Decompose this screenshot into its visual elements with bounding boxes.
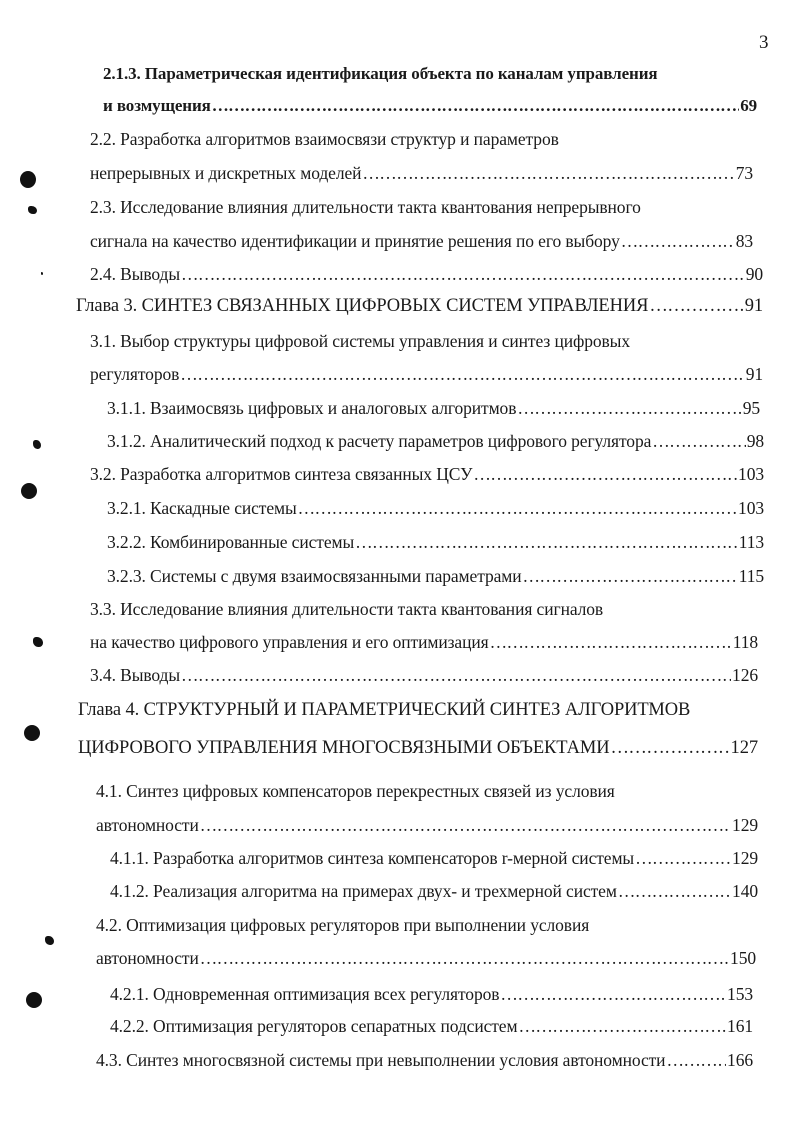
entry-title: 4.2. Оптимизация цифровых регуляторов при выполнении условия	[96, 915, 590, 935]
toc-line	[90, 194, 641, 220]
leader-dots	[618, 878, 731, 904]
entry-title: автономности	[96, 948, 199, 968]
leader-dots	[518, 1013, 726, 1039]
toc-line	[107, 395, 760, 421]
entry-page: 103	[738, 464, 764, 484]
toc-line	[90, 261, 763, 287]
entry-page: 83	[735, 231, 753, 251]
entry-title: 4.1. Синтез цифровых компенсаторов перекрестных связей из условия	[96, 781, 615, 801]
scan-speck-mark	[28, 206, 37, 214]
entry-title: 4.3. Синтез многосвязной системы при невыполнении условия автономности	[96, 1050, 666, 1070]
entry-title: 2.2. Разработка алгоритмов взаимосвязи структур и параметров	[90, 129, 559, 149]
leader-dots	[200, 812, 731, 838]
leader-dots	[621, 228, 735, 254]
entry-page: 113	[738, 532, 764, 552]
entry-title: 2.3. Исследование влияния длительности такта квантования непрерывного	[90, 197, 641, 217]
entry-title: и возмущения	[103, 96, 211, 115]
toc-line	[107, 529, 764, 555]
scan-speck-mark	[33, 637, 43, 647]
toc-line	[96, 812, 758, 838]
entry-page: 98	[746, 431, 764, 451]
leader-dots	[610, 735, 729, 761]
page-number: 3	[759, 32, 769, 53]
leader-dots	[180, 361, 744, 387]
entry-title: 3.2.3. Системы с двумя взаимосвязанными параметрами	[107, 566, 522, 586]
leader-dots	[355, 529, 738, 555]
toc-line	[96, 1047, 753, 1073]
toc-line	[90, 126, 559, 152]
entry-title: 4.2.1. Одновременная оптимизация всех регуляторов	[110, 984, 500, 1004]
entry-title: 4.1.2. Реализация алгоритма на примерах двух- и трехмерной систем	[110, 881, 617, 901]
leader-dots	[181, 261, 745, 287]
toc-line	[96, 912, 589, 938]
entry-page: 140	[732, 881, 758, 901]
entry-page: 166	[727, 1050, 753, 1070]
entry-page: 90	[745, 264, 763, 284]
leader-dots	[490, 629, 732, 655]
leader-dots	[200, 945, 729, 971]
entry-title: 4.2.2. Оптимизация регуляторов сепаратных подсистем	[110, 1016, 518, 1036]
leader-dots	[500, 981, 726, 1007]
entry-title: регуляторов	[90, 364, 180, 384]
entry-page: 91	[744, 296, 763, 316]
entry-title: 3.2.2. Комбинированные системы	[107, 532, 355, 552]
entry-page: 129	[732, 848, 758, 868]
entry-title: 3.1.2. Аналитический подход к расчету параметров цифрового регулятора	[107, 431, 652, 451]
leader-dots	[212, 93, 739, 119]
entry-page: 91	[745, 364, 763, 384]
entry-page: 103	[738, 498, 764, 518]
toc-line	[107, 563, 764, 589]
leader-dots	[362, 160, 734, 186]
toc-line	[107, 428, 764, 454]
toc-line	[90, 629, 758, 655]
entry-page: 153	[727, 984, 753, 1004]
entry-title: на качество цифрового управления и его оптимизация	[90, 632, 489, 652]
toc-line	[110, 981, 753, 1007]
toc-line	[90, 361, 763, 387]
leader-dots	[652, 428, 745, 454]
toc-line	[110, 878, 758, 904]
toc-line	[90, 328, 630, 354]
punch-hole-mark	[24, 725, 40, 741]
entry-title: 3.1. Выбор структуры цифровой системы управления и синтез цифровых	[90, 331, 630, 351]
entry-page: 115	[738, 566, 764, 586]
toc-line	[110, 845, 758, 871]
entry-title: Глава 4. СТРУКТУРНЫЙ И ПАРАМЕТРИЧЕСКИЙ СИНТЕЗ АЛГОРИТМОВ	[78, 700, 691, 720]
entry-page: 161	[727, 1016, 753, 1036]
entry-page: 69	[740, 96, 757, 115]
scan-speck-mark	[33, 440, 41, 449]
toc-line	[90, 596, 603, 622]
toc-line	[96, 778, 615, 804]
entry-title: ЦИФРОВОГО УПРАВЛЕНИЯ МНОГОСВЯЗНЫМИ ОБЪЕКТАМИ	[78, 738, 610, 758]
toc-line	[96, 945, 756, 971]
toc-line	[78, 735, 758, 761]
entry-title: 3.3. Исследование влияния длительности такта квантования сигналов	[90, 599, 604, 619]
entry-page: 129	[732, 815, 758, 835]
entry-title: Глава 3. СИНТЕЗ СВЯЗАННЫХ ЦИФРОВЫХ СИСТЕМ УПРАВЛЕНИЯ	[76, 296, 649, 316]
entry-title: 3.4. Выводы	[90, 665, 181, 685]
leader-dots	[523, 563, 738, 589]
toc-line	[110, 1013, 753, 1039]
leader-dots	[666, 1047, 726, 1073]
toc-line	[76, 293, 763, 319]
toc-line	[103, 61, 658, 87]
leader-dots	[635, 845, 731, 871]
entry-title: автономности	[96, 815, 199, 835]
entry-title: 2.1.3. Параметрическая идентификация объекта по каналам управления	[103, 64, 658, 83]
scan-speck-mark	[45, 936, 54, 945]
leader-dots	[649, 293, 743, 319]
toc-line	[103, 93, 757, 119]
scan-speck-mark	[41, 272, 43, 275]
entry-title: 3.2. Разработка алгоритмов синтеза связанных ЦСУ	[90, 464, 473, 484]
entry-title: сигнала на качество идентификации и принятие решения по его выбору	[90, 231, 620, 251]
entry-title: 4.1.1. Разработка алгоритмов синтеза компенсаторов r-мерной системы	[110, 848, 635, 868]
entry-page: 150	[730, 948, 756, 968]
leader-dots	[298, 495, 737, 521]
toc-line	[90, 662, 758, 688]
entry-title: 3.1.1. Взаимосвязь цифровых и аналоговых алгоритмов	[107, 398, 517, 418]
toc-line	[78, 697, 690, 723]
toc-line	[90, 160, 753, 186]
toc-line	[107, 495, 764, 521]
leader-dots	[181, 662, 731, 688]
toc-line	[90, 461, 764, 487]
entry-page: 118	[732, 632, 758, 652]
entry-title: 2.4. Выводы	[90, 264, 181, 284]
punch-hole-mark	[26, 992, 42, 1008]
punch-hole-mark	[20, 171, 36, 188]
punch-hole-mark	[21, 483, 37, 499]
entry-page: 127	[730, 738, 758, 758]
entry-page: 73	[735, 163, 753, 183]
toc-line	[90, 228, 753, 254]
entry-page: 126	[732, 665, 758, 685]
leader-dots	[517, 395, 741, 421]
entry-page: 95	[742, 398, 760, 418]
leader-dots	[473, 461, 737, 487]
entry-title: 3.2.1. Каскадные системы	[107, 498, 297, 518]
entry-title: непрерывных и дискретных моделей	[90, 163, 362, 183]
